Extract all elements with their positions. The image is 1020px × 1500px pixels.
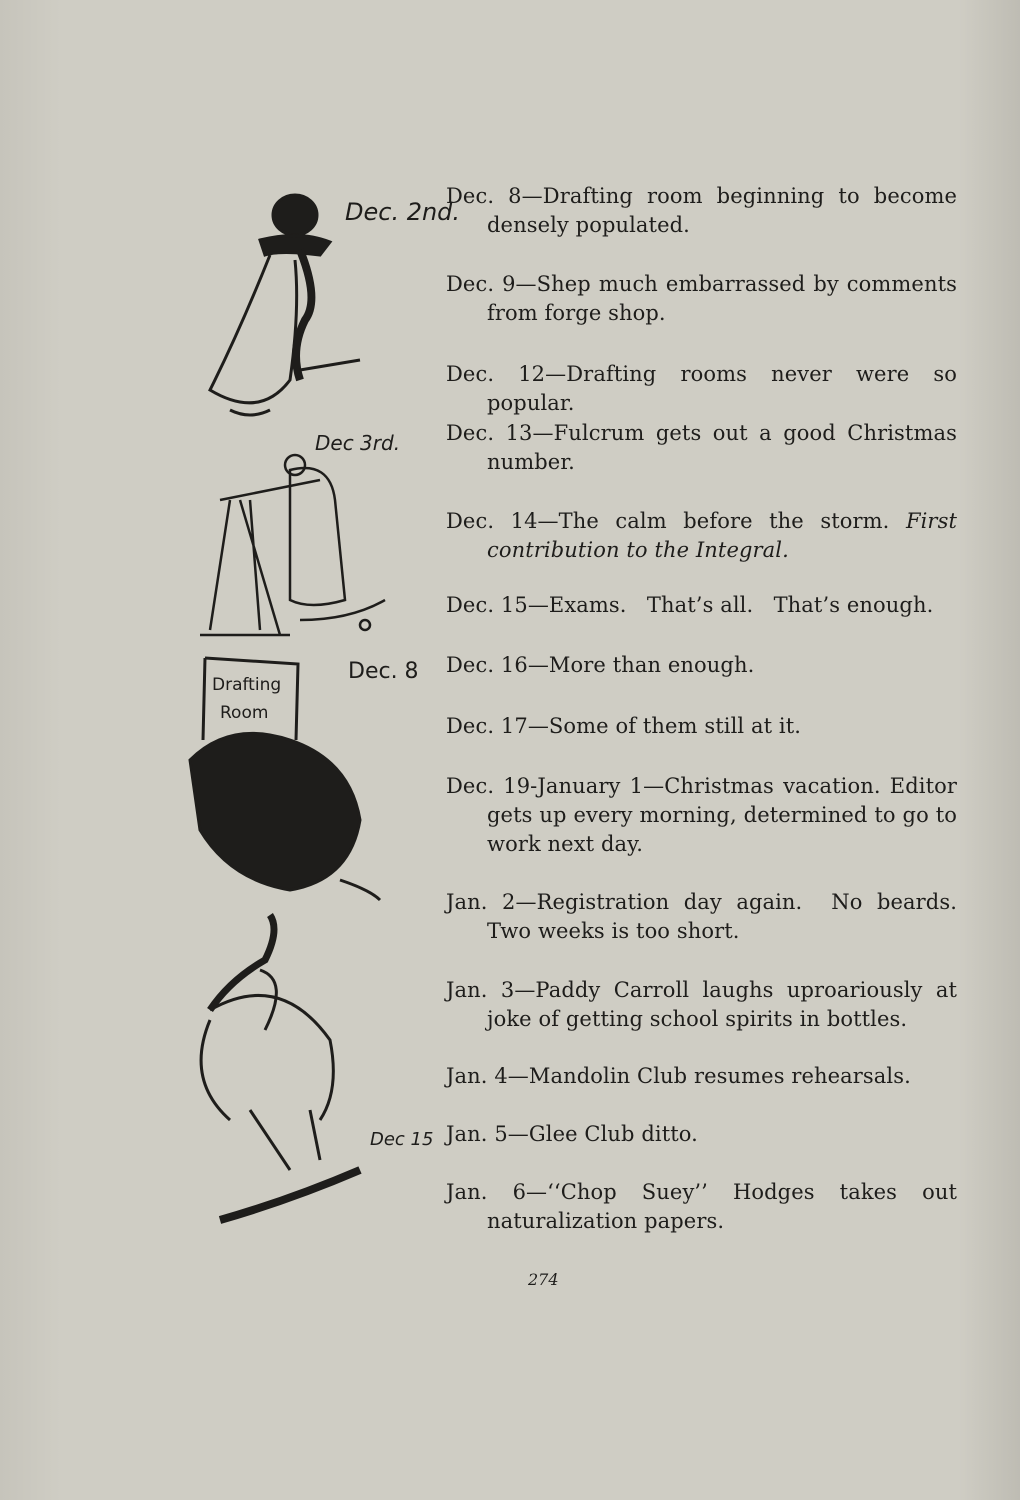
sketch-dec-3: [200, 455, 385, 635]
entry-dash: —: [545, 362, 567, 386]
entry-text: Glee Club ditto.: [528, 1122, 698, 1146]
entry-date: Dec. 13: [446, 421, 533, 445]
entry-date: Jan. 2: [446, 890, 516, 914]
calendar-entry: [446, 772, 964, 859]
calendar-entry: [446, 270, 964, 328]
entry-dash: —: [643, 774, 665, 798]
entry-dash: —: [515, 272, 537, 296]
entry-dash: —: [514, 978, 536, 1002]
entry-dash: —: [527, 714, 549, 738]
entry-italic-text: First contribution to the Integral.: [487, 509, 957, 562]
calendar-entry: [446, 507, 957, 565]
entry-text: Exams. That’s all. That’s enough.: [548, 593, 934, 617]
entry-text: Registration day again. No beards. Two weeks is too short.: [487, 890, 964, 943]
entry-dash: —: [526, 1180, 548, 1204]
calendar-entry: [446, 976, 964, 1034]
entry-text: Shep much embarrassed by comments from forge shop.: [487, 272, 964, 325]
entry-dash: —: [515, 890, 537, 914]
entry-date: Dec. 15: [446, 593, 528, 617]
calendar-entry: [446, 1062, 957, 1091]
entry-date: Dec. 16: [446, 653, 528, 677]
entry-text: Drafting rooms never were so popular.: [487, 362, 964, 415]
entry-date: Jan. 6: [446, 1180, 527, 1204]
entry-date: Dec. 12: [446, 362, 546, 386]
entry-date: Dec. 14: [446, 509, 538, 533]
entry-text: Paddy Carroll laughs uproariously at joke of getting school spirits in bottles.: [487, 978, 964, 1031]
entry-text: The calm before the storm.: [558, 509, 890, 533]
calendar-entry: [446, 1120, 957, 1149]
entry-text: Fulcrum gets out a good Christmas number.: [487, 421, 964, 474]
entry-dash: —: [532, 421, 554, 445]
entry-text: ‘‘Chop Suey’’ Hodges takes out naturalization papers.: [487, 1180, 964, 1233]
calendar-entry: [446, 651, 957, 680]
sign-line-2: Room: [220, 703, 269, 723]
entry-text: Christmas vacation. Editor gets up every morning, determined to go to work next day.: [487, 774, 964, 856]
calendar-entry: [446, 419, 964, 477]
entry-dash: —: [507, 1064, 529, 1088]
illustration-label-dec-8: Dec. 8: [348, 659, 419, 684]
calendar-entry: [446, 360, 964, 418]
calendar-entry: [446, 888, 964, 946]
entry-text: Drafting room beginning to become densely populated.: [487, 184, 964, 237]
illustration-label-dec-3: Dec 3rd.: [315, 431, 401, 455]
page-number: 274: [528, 1270, 559, 1289]
calendar-entry: [446, 712, 957, 741]
margin-illustrations: [170, 180, 461, 1250]
entry-text: More than enough.: [548, 653, 755, 677]
illustration-label-dec-15: Dec 15: [370, 1129, 434, 1150]
calendar-entry: [446, 591, 957, 620]
entry-date: Jan. 5: [446, 1122, 508, 1146]
entry-date: Dec. 19-January 1: [446, 774, 644, 798]
calendar-entry: [446, 1178, 964, 1236]
sketch-dec-15: [201, 915, 360, 1220]
entry-text: Mandolin Club resumes rehearsals.: [528, 1064, 911, 1088]
entry-dash: —: [521, 184, 543, 208]
illustration-label-dec-2: Dec. 2nd.: [345, 198, 461, 226]
sign-line-1: Drafting: [212, 675, 282, 695]
entry-text: Some of them still at it.: [548, 714, 802, 738]
entry-date: Dec. 17: [446, 714, 528, 738]
entry-dash: —: [537, 509, 559, 533]
entry-dash: —: [507, 1122, 529, 1146]
entry-date: Dec. 9: [446, 272, 516, 296]
entry-date: Jan. 3: [446, 978, 515, 1002]
entry-date: Jan. 4: [446, 1064, 508, 1088]
entry-dash: —: [527, 653, 549, 677]
sketch-dec-2: [210, 195, 360, 415]
calendar-entry: [446, 182, 964, 240]
entry-date: Dec. 8: [446, 184, 522, 208]
entry-dash: —: [527, 593, 549, 617]
